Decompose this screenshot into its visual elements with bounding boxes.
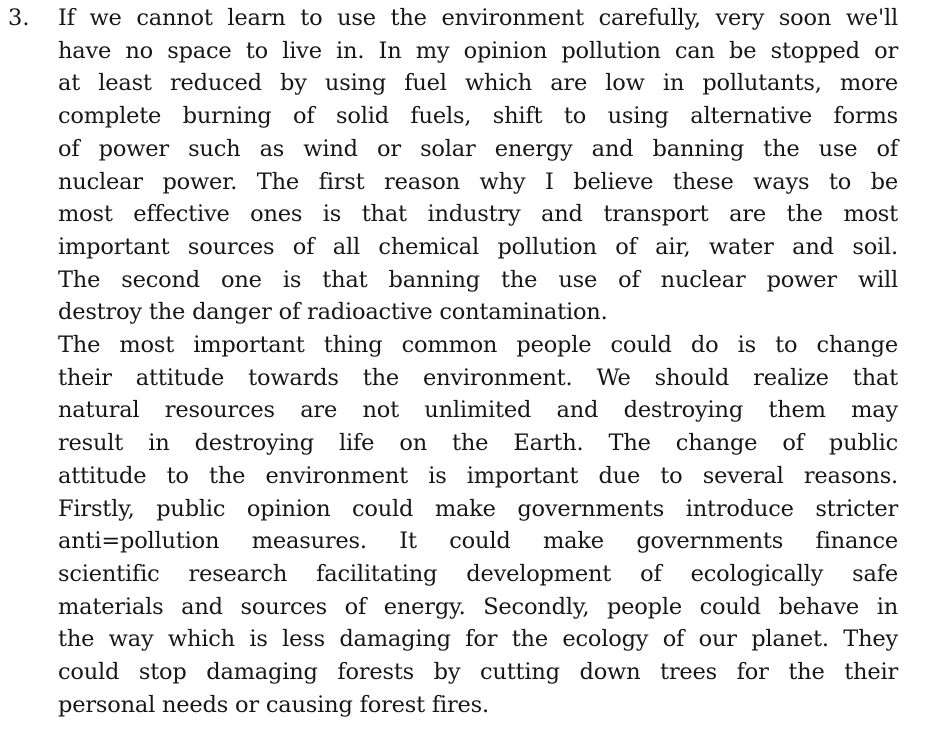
text-line: nuclear power. The first reason why I believe these ways to be <box>58 168 898 195</box>
text-line: their attitude towards the environment. We should realize that <box>58 364 898 391</box>
text-line: have no space to live in. In my opinion pollution can be stopped or <box>58 37 898 64</box>
text-line: natural resources are not unlimited and destroying them may <box>58 397 898 424</box>
text-line: most effective ones is that industry and transport are the most <box>58 201 898 228</box>
paragraph-1 <box>58 2 898 329</box>
essay-text <box>58 2 898 721</box>
text-line: could stop damaging forests by cutting down trees for the their <box>58 659 898 686</box>
text-line: The second one is that banning the use of nuclear power will <box>58 266 898 293</box>
text-line: attitude to the environment is important due to several reasons. <box>58 462 898 489</box>
text-line: of power such as wind or solar energy and banning the use of <box>58 135 898 162</box>
text-line: personal needs or causing forest fires. <box>58 691 489 718</box>
text-line: If we cannot learn to use the environment carefully, very soon we'll <box>58 5 898 31</box>
text-line: result in destroying life on the Earth. The change of public <box>58 430 898 457</box>
item-number: 3. <box>8 5 30 31</box>
text-line: the way which is less damaging for the ecology of our planet. They <box>58 626 898 653</box>
text-line: Firstly, public opinion could make governments introduce stricter <box>58 495 898 522</box>
text-line: destroy the danger of radioactive contamination. <box>58 299 608 326</box>
paragraph-2 <box>58 329 898 721</box>
text-line: scientific research facilitating development of ecologically safe <box>58 560 898 587</box>
text-line: anti=pollution measures. It could make governments finance <box>58 528 898 555</box>
text-line: important sources of all chemical pollution of air, water and soil. <box>58 233 898 260</box>
text-line: at least reduced by using fuel which are low in pollutants, more <box>58 70 898 97</box>
text-line: materials and sources of energy. Secondly, people could behave in <box>58 593 898 620</box>
text-line: complete burning of solid fuels, shift to using alternative forms <box>58 103 898 130</box>
text-line: The most important thing common people could do is to change <box>58 332 898 359</box>
